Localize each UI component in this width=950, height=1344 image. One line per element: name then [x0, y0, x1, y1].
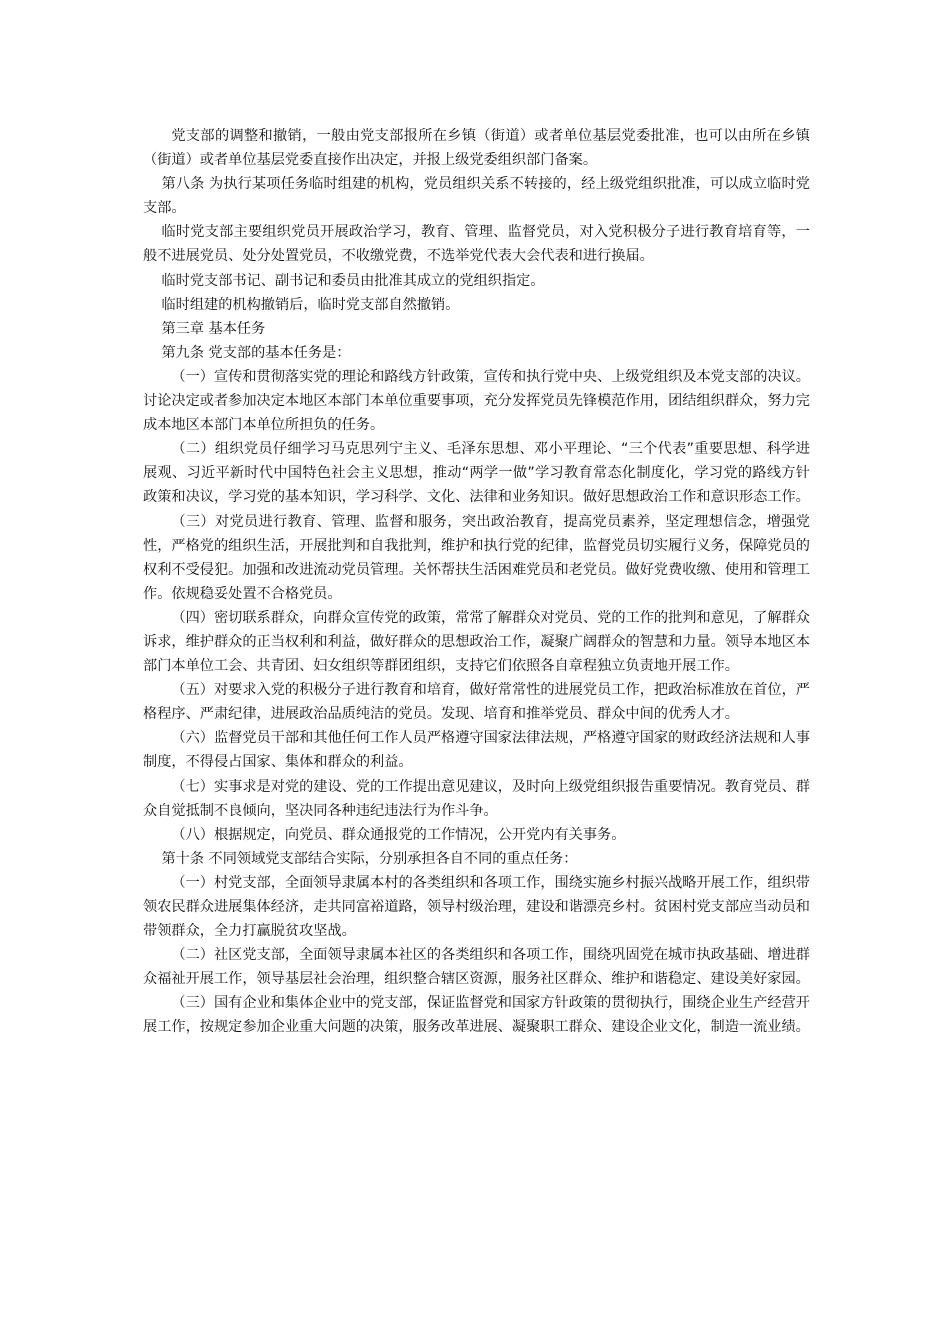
- paragraph: 党支部的调整和撤销，一般由党支部报所在乡镇（街道）或者单位基层党委批准，也可以由所在乡镇（街道）或者单位基层党委直接作出决定，并报上级党委组织部门备案。: [143, 128, 810, 169]
- document-body: [143, 124, 810, 1040]
- list-item: （四）密切联系群众，向群众宣传党的政策，常常了解群众对党员、党的工作的批判和意见，了解群众诉求，维护群众的正当权利和利益，做好群众的思想政治工作，凝聚广阔群众的智慧和力量。领导本地区本部门本单位工会、共青团、妇女组织等群团组织，支持它们依照各自章程独立负责地开展工作。: [143, 609, 810, 675]
- article-8-paragraph: 第八条 为执行某项任务临时组建的机构，党员组织关系不转接的，经上级党组织批准，可以成立临时党支部。: [143, 176, 810, 217]
- article-9-paragraph: 第九条 党支部的基本任务是：: [161, 344, 351, 361]
- list-item: （三）国有企业和集体企业中的党支部，保证监督党和国家方针政策的贯彻执行，围绕企业生产经营开展工作，按规定参加企业重大问题的决策，服务改革进展、凝聚职工群众、建设企业文化，制造一流业绩。: [143, 995, 810, 1036]
- list-item: （一）宣传和贯彻落实党的理论和路线方针政策，宣传和执行党中央、上级党组织及本党支部的决议。讨论决定或者参加决定本地区本部门本单位重要事项，充分发挥党员先锋模范作用，团结组织群众，努力完成本地区本部门本单位所担负的任务。: [143, 368, 810, 434]
- list-item: （七）实事求是对党的建设、党的工作提出意见建议，及时向上级党组织报告重要情况。教育党员、群众自觉抵制不良倾向，坚决同各种违纪违法行为作斗争。: [143, 778, 810, 819]
- list-item: （一）村党支部，全面领导隶属本村的各类组织和各项工作，围绕实施乡村振兴战略开展工作，组织带领农民群众进展集体经济，走共同富裕道路，领导村级治理，建设和谐漂亮乡村。贫困村党支部应当动员和带领群众，全力打赢脱贫攻坚战。: [143, 874, 810, 940]
- list-item: （二）组织党员仔细学习马克思列宁主义、毛泽东思想、邓小平理论、“三个代表”重要思想、科学进展观、习近平新时代中国特色社会主义思想，推动“两学一做”学习教育常态化制度化，学习党的路线方针政策和决议，学习党的基本知识，学习科学、文化、法律和业务知识。做好思想政治工作和意识形态工作。: [143, 441, 810, 506]
- paragraph: 临时组建的机构撤销后，临时党支部自然撤销。: [161, 296, 460, 313]
- article-10-paragraph: 第十条 不同领域党支部结合实际，分别承担各自不同的重点任务：: [161, 850, 578, 867]
- paragraph: 临时党支部书记、副书记和委员由批准其成立的党组织指定。: [161, 272, 545, 289]
- list-item: （八）根据规定，向党员、群众通报党的工作情况，公开党内有关事务。: [171, 826, 626, 843]
- list-item: （二）社区党支部，全面领导隶属本社区的各类组织和各项工作，围绕巩固党在城市执政基础、增进群众福祉开展工作，领导基层社会治理，组织整合辖区资源，服务社区群众、维护和谐稳定、建设美好家园。: [143, 947, 810, 988]
- list-item: （六）监督党员干部和其他任何工作人员严格遵守国家法律法规，严格遵守国家的财政经济法规和人事制度，不得侵占国家、集体和群众的利益。: [143, 730, 810, 771]
- list-item: （五）对要求入党的积极分子进行教育和培育，做好常常性的进展党员工作，把政治标准放在首位，严格程序、严肃纪律，进展政治品质纯洁的党员。发现、培育和推举党员、群众中间的优秀人才。: [143, 682, 810, 723]
- chapter-heading: 第三章 基本任务: [161, 320, 266, 337]
- paragraph: 临时党支部主要组织党员开展政治学习，教育、管理、监督党员，对入党积极分子进行教育培育等，一般不进展党员、处分处置党员，不收缴党费，不选举党代表大会代表和进行换届。: [143, 224, 810, 265]
- list-item: （三）对党员进行教育、管理、监督和服务，突出政治教育，提高党员素养，坚定理想信念，增强党性，严格党的组织生活，开展批判和自我批判，维护和执行党的纪律，监督党员切实履行义务，保障党员的权利不受侵犯。加强和改进流动党员管理。关怀帮扶生活困难党员和老党员。做好党费收缴、使用和管理工作。依规稳妥处置不合格党员。: [143, 513, 810, 602]
